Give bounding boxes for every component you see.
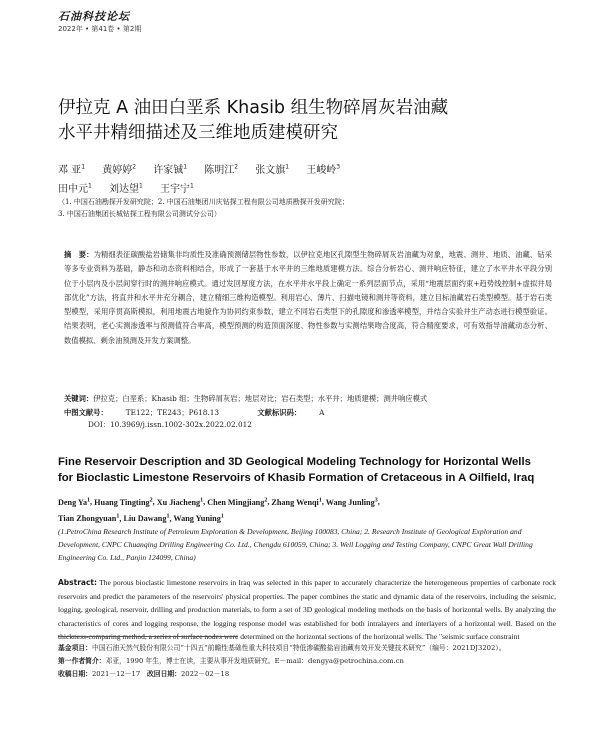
author-cn: 王峻岭$^3$ — [306, 164, 341, 177]
journal-name: 石油科技论坛 — [58, 10, 130, 23]
issue-info: 2022年 • 第41卷 • 第2期 — [58, 25, 142, 33]
author-cn: 许家铖$^1$ — [153, 164, 188, 177]
author-en: Chen Mingjiang$^2$ — [207, 497, 268, 507]
abstract-cn — [64, 248, 552, 348]
author-cn: 邓 亚$^1$ — [58, 164, 86, 177]
classification-codes: TE122；TE243；P618.13 — [125, 408, 220, 417]
doi[interactable]: DOI：10.3969/j.issn.1002-302x.2022.02.012 — [88, 420, 252, 429]
author-en: Xu Jiacheng$^1$ — [156, 497, 204, 507]
title-cn-line: 水平井精细描述及三维地质建模研究 — [58, 123, 338, 143]
doc-code-label: 文献标识码： — [257, 408, 302, 417]
title-en-line: Fine Reservoir Description and 3D Geological Modeling Technology for Horizontal Wells — [58, 456, 531, 468]
title-en-line: for Bioclastic Limestone Reservoirs of Khasib Formation of Cretaceous in A Oilfield, Iraq — [58, 472, 535, 484]
footnotes — [58, 642, 556, 681]
author-en: Tian Zhongyuan$^1$ — [58, 513, 120, 524]
authors-cn — [58, 160, 528, 197]
author-en: Liu Dawang$^1$ — [123, 513, 170, 524]
classification-label: 中图文献号： — [64, 408, 108, 417]
abstract-en — [58, 576, 556, 642]
affiliation-cn-line: 3. 中国石油集团长城钻探工程有限公司测试分公司） — [58, 210, 221, 218]
fund-note: 基金项目：中国石油天然气股份有限公司“十四五”前瞻性基础性重大科技项目“特低渗碳酸盐岩油藏有效开发关键技术研究”（编号：2021DJ3202）。 — [58, 644, 506, 652]
date-note: 收稿日期：2021－12－17 改回日期：2022－02－18 — [58, 670, 230, 678]
title-cn-line: 伊拉克 A 油田白垩系 Khasib 组生物碎屑灰岩油藏 — [58, 98, 449, 118]
affiliation-cn-line: （1. 中国石油勘探开发研究院；2. 中国石油集团川庆钻探工程有限公司地质勘探开发研究院； — [58, 198, 349, 206]
author-cn: 田中元$^1$ — [58, 182, 92, 195]
abstract-en-label: Abstract: — [58, 578, 98, 587]
author-en: Zhang Wenqi$^1$ — [271, 497, 322, 507]
author-cn: 陈明江$^2$ — [204, 164, 239, 177]
classification — [64, 406, 552, 419]
author-en: Huang Tingting$^2$ — [94, 497, 153, 507]
keywords-cn-text: 伊拉克；白垩系；Khasib 组；生物碎屑灰岩；地层对比；岩石类型；水平井；地质建模；测井响应模式 — [93, 394, 428, 403]
doc-code: A — [319, 408, 325, 417]
title-en — [58, 454, 548, 486]
author-en: Wang Junling$^3$ — [325, 497, 378, 507]
affiliations-cn — [58, 196, 558, 220]
abstract-cn-label: 摘 要： — [64, 250, 94, 259]
keywords-cn — [64, 392, 552, 405]
authors-en: Deng Ya$^1$, Huang Tingting$^2$, Xu Jiacheng$^1$, Chen Mingjiang$^2$, Zhang Wenqi$^1$, Wang Junling$^3$, Tian Zhongyuan$^1$, Liu Dawang$^1$, Wang Yuning$^1$ — [58, 497, 380, 524]
author-note: 第一作者简介：邓亚，1990 年生，博士在读，主要从事开发地质研究。E－mail：dengya@petrochina.com.cn — [58, 657, 404, 665]
author-en: Wang Yuning$^1$ — [173, 513, 224, 524]
title-cn — [58, 96, 558, 146]
keywords-cn-label: 关键词： — [64, 394, 94, 403]
author-cn: 王宇宁$^1$ — [160, 182, 194, 195]
footnote-divider — [58, 636, 238, 637]
abstract-cn-text: 为精细表征碳酸盐岩储集非均质性及准确预测储层物性参数，以伊拉克地区孔隙型生物碎屑灰岩油藏为对象，地震、测井、地质、油藏、钻采等多专业资料为基础，静态和动态资料相结合，形成了一套基于水平井的三维地质建模方法。综合分析岩心、测井响应特征，建立了水平井水平段分别位于小层内及小层间穿行时的测井响应模式。通过发回厚度方法，在水平井水平段上确定一系列层面节点，采用“地震层面约束+趋势线控制+虚拟井局部优化”方法，将直井和水平井充分耦合，建立精细三维构造模型。利用岩心、薄片、扫描电镜和测井等资料，建立目标油藏岩石类型模型。基于岩石类型模型，采用序贯高斯模拟，利用地震古地貌作为协同约束参数，建立不同岩石类型下的孔隙度和渗透率模型，并结合实验井生产动态进行模型验证。结果表明，老心实测渗透率与预测值符合率高，模型预测的构造顶面深度、物性参数与实测结果吻合度高，符合精度要求，可有效指导油藏动态分析、数值模拟、剩余油预测及开发方案调整。 — [64, 250, 553, 345]
author-cn: 刘达望$^1$ — [109, 182, 143, 195]
author-cn: 张文旗$^1$ — [255, 164, 290, 177]
affiliations-en: (1.PetroChina Research Institute of Petroleum Exploration & Development, Beijing 100083, China; 2. Research Institute of Geological Exploration and Development, CNPC Chuanqing Drilling Engineering Co. Ltd., Chengdu 610059, China; 3. Well Logging and Testing Company, CNPC Great Wall Drilling Engineering Co. Ltd., Panjin 124099, China) — [58, 527, 533, 562]
author-en: Deng Ya$^1$ — [58, 497, 91, 507]
abstract-en-text: The porous bioclastic limestone reservoirs in Iraq was selected in this paper to accurately characterize the heterogeneous properties of carbonate rock reservoirs and predict the parameters of the reservoirs' physical properties. The paper combines the static and dynamic data of the reservoirs, including the seismic, logging, geological, reservoir, drilling and production materials, to form a set of 3D geological modeling methods on the basis of horizontal wells. By analyzing the characteristics of cores and logging response, the logging response model was established for both intralayers and interlayers of a horizontal well. Based on the thickness-comparing method, a series of surface nodes were determined on the horizontal sections of the horizontal wells. The "seismic surface constraint — [58, 578, 556, 642]
author-cn: 黄婷婷$^2$ — [102, 164, 137, 177]
